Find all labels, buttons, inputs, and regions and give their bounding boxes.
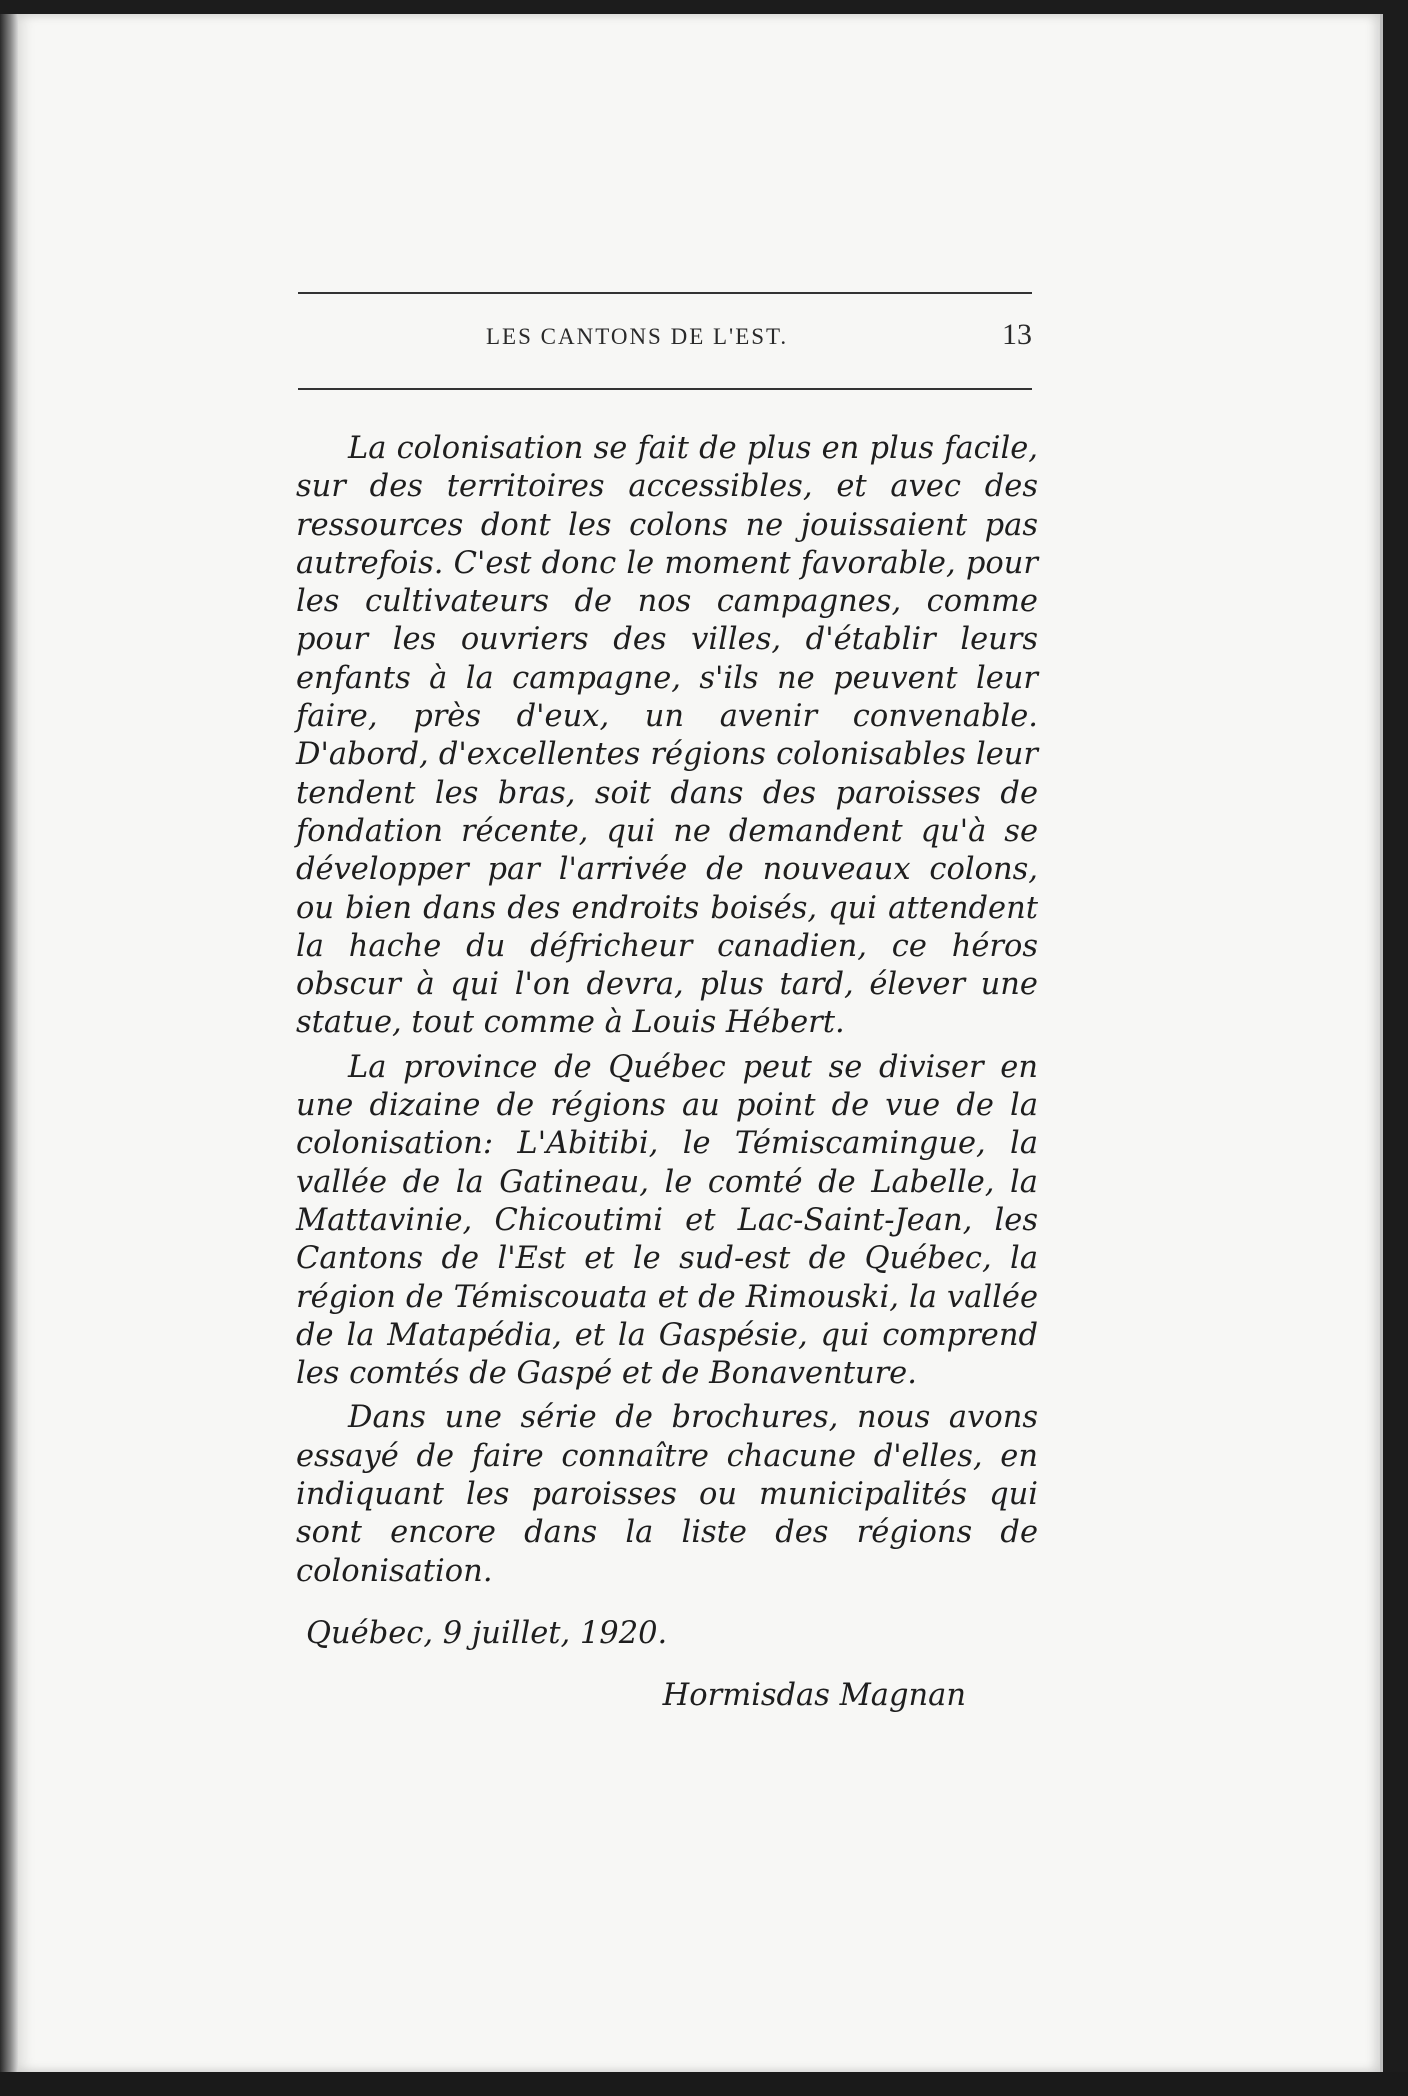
header-bottom-rule [298, 388, 1032, 390]
running-title: LES CANTONS DE L'EST. [486, 324, 789, 349]
scan-bottom-edge [0, 2072, 1408, 2096]
paragraph-regions: La province de Québec peut se diviser en une dizaine de régions au point de vue de la colonisation: L'Abitibi, le Témiscamingue, la vallée de la Gatineau, le comté de Labelle, la Mattavinie, Chicoutimi et Lac-Saint-Jean, les Cantons de l'Est et le sud-est de Québec, la région de Témiscouata et de Rimouski, la vallée de la Matapédia, et la Gaspésie, qui comprend les comtés de Gaspé et de Bonaventure. [296, 1049, 1038, 1392]
running-header [298, 318, 1032, 362]
paragraph-colonisation: La colonisation se fait de plus en plus facile, sur des territoires accessibles, et avec des ressources dont les colons ne jouissaient pas autrefois. C'est donc le moment favorable, pour les cultivateurs de nos campagnes, comme pour les ouvriers des villes, d'établir leurs enfants à la campagne, s'ils ne peuvent leur faire, près d'eux, un avenir convenable. D'abord, d'excellentes régions colonisables leur tendent les bras, soit dans des paroisses de fondation récente, qui ne demandent qu'à se développer par l'arrivée de nouveaux colons, ou bien dans des endroits boisés, qui attendent la hache du défricheur canadien, ce héros obscur à qui l'on devra, plus tard, élever une statue, tout comme à Louis Hébert. [296, 431, 1038, 1041]
page-number: 13 [1002, 318, 1032, 351]
book-gutter [0, 14, 18, 2072]
paragraph-brochures: Dans une série de brochures, nous avons essayé de faire connaître chacune d'elles, en indiquant les paroisses ou municipalités qui sont encore dans la liste des régions de colonisation. [296, 1400, 1038, 1589]
dateline: Québec, 9 juillet, 1920. [306, 1615, 668, 1651]
header-top-rule [298, 292, 1032, 294]
page-body [296, 430, 1038, 1722]
signature: Hormisdas Magnan [662, 1678, 966, 1714]
